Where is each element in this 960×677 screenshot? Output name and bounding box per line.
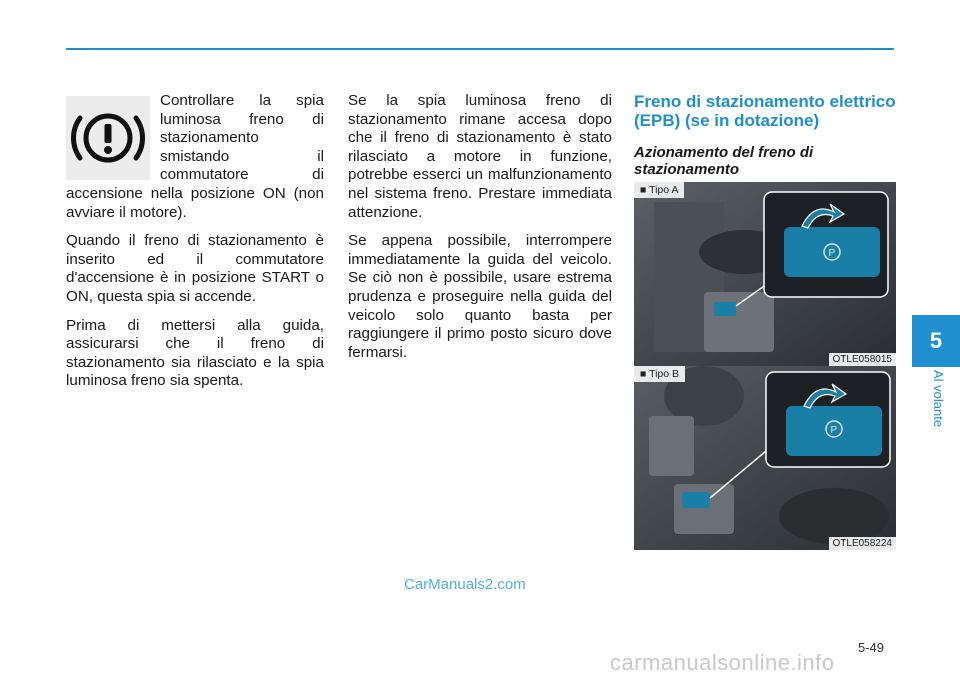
footer-site-text: carmanualsonline.info — [610, 650, 835, 675]
paragraph-malfunction: Se la spia luminosa freno di stazionamento rimane accesa dopo che il freno di stazionamento è stato rilasciato a motore in funzione, potrebbe esserci un malfunzionamento nel sistema freno. Prestare immediata attenzione. — [348, 92, 612, 221]
paragraph-stop-vehicle: Se appena possibile, interrompere immediatamente la guida del veicolo. Se ciò non è possibile, usare estrema prudenza e proseguire nella guida del veicolo solo quanto basta per raggiungere il primo posto sicuro dove fermarsi. — [348, 232, 612, 361]
chapter-number: 5 — [929, 328, 943, 353]
sub-title: Azionamento del freno di stazionamento — [634, 144, 814, 178]
photo-a-label: ■ Tipo A — [634, 182, 684, 198]
paragraph-before-driving: Prima di mettersi alla guida, assicurarsi che il freno di stazionamento sia rilasciato e la spia luminosa freno sia spenta. — [66, 316, 324, 390]
photo-a-code: OTLE058015 — [829, 353, 897, 366]
page-number: 5-49 — [858, 640, 885, 655]
chapter-label: Al volante — [931, 370, 946, 428]
paragraph-lamp-on: Quando il freno di stazionamento è inserito ed il commutatore d'accensione è in posizione START o ON, questa spia si accende. — [66, 232, 324, 305]
section-title: Freno di stazionamento elettrico (EPB) (se in dotazione) — [634, 92, 896, 130]
top-rule — [66, 48, 894, 50]
right-column — [634, 92, 896, 178]
photo-b-code: OTLE058224 — [829, 537, 897, 550]
photo-b-label: ■ Tipo B — [634, 366, 685, 382]
svg-text:P: P — [828, 248, 836, 259]
svg-text:P: P — [830, 425, 838, 436]
watermark-text: CarManuals2.com — [404, 576, 526, 593]
photo-tipo-b — [634, 366, 896, 550]
left-column — [66, 92, 324, 401]
paragraph-check-lamp: Controllare la spia luminosa freno di stazionamento smistando il commutatore di accensione nella posizione ON (non avviare il motore). — [66, 92, 324, 221]
chapter-tab[interactable] — [912, 315, 960, 367]
middle-column — [348, 92, 612, 372]
parking-brake-warning-icon — [66, 96, 150, 180]
photo-tipo-a — [634, 182, 896, 366]
